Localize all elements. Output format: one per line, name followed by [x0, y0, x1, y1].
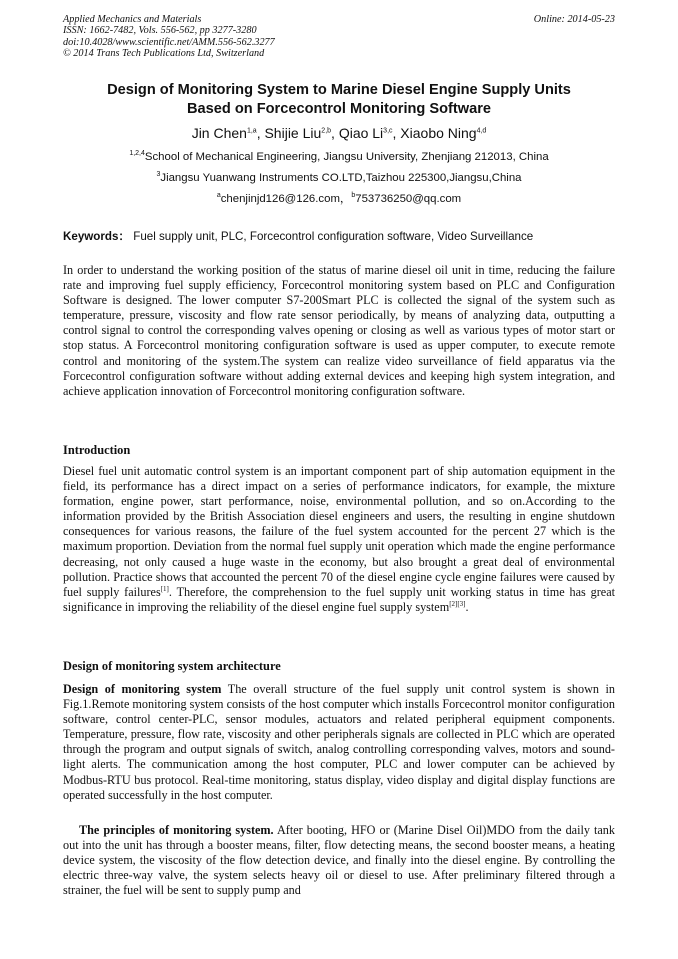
affiliation-sup: 1,2,4: [129, 150, 145, 158]
author-sup: 4,d: [476, 127, 487, 135]
affiliation-2: [63, 171, 615, 185]
keywords-text: Fuel supply unit, PLC, Forcecontrol configuration software, Video Surveillance: [130, 230, 534, 243]
intro-text-1: Diesel fuel unit automatic control system is an important component part of ship automation equipment in the field, its performance has a direct impact on a series of performance indicators, for example, the mixture formation, engine power, start performance, noise, environmental pollution, and so on.According to the information provided by the British Association diesel engineers and users, the resulting in engine shutdown consequences for various reasons, the failure of the fuel system accounted for the percent 27 which is the maximum proportion. Deviation from the normal fuel supply unit operation which made the engine performance decreasing, not only caused a huge waste in the economy, but also brought a great deal of environmental pollution. Practice shows that accounted the percent 70 of the diesel engine cycle engine failures were caused by fuel supply failures: [63, 464, 615, 599]
title-line-2: Based on Forcecontrol Monitoring Software: [186, 100, 492, 117]
email-b: 753736250@qq.com: [355, 193, 462, 205]
architecture-paragraph-2: [63, 823, 615, 898]
copyright-line: © 2014 Trans Tech Publications Ltd, Switzerland: [63, 48, 265, 60]
introduction-paragraph: [63, 464, 615, 615]
architecture-paragraph-1: [63, 682, 615, 803]
keywords-label: Keywords：: [63, 230, 131, 243]
intro-text-3: .: [465, 599, 469, 614]
online-date: Online: 2014-05-23: [533, 14, 615, 25]
author-sup: 2,b: [321, 127, 332, 135]
journal-name: Applied Mechanics and Materials: [63, 14, 202, 25]
keywords: [63, 230, 615, 244]
author-list: [63, 124, 615, 142]
affiliation-sup: 3: [156, 171, 161, 179]
author-sep: ,: [256, 125, 265, 141]
doi-line: doi:10.4028/www.scientific.net/AMM.556-562.3277: [63, 36, 275, 48]
paragraph-text: After booting, HFO or (Marine Disel Oil)MDO from the daily tank out into the unit has through a booster means, filter, flow detecting means, the second booster means, a heating device system, the viscosity of the flow detection device, and finally into the diesel engine. By controlling the electric three-way valve, the system selects heavy oil or diesel to use. After preliminary filtered through a strainer, the fuel will be sent to supply pump and: [63, 823, 615, 898]
email-line: [63, 192, 615, 206]
author-name: Qiao Li: [338, 125, 384, 141]
author-name: Shijie Liu: [264, 125, 322, 141]
citation-ref[interactable]: [1]: [160, 584, 169, 593]
section-heading-architecture: Design of monitoring system architecture: [63, 659, 281, 673]
issn-line: ISSN: 1662-7482, Vols. 556-562, pp 3277-3280: [63, 25, 257, 37]
paper-title: [63, 81, 615, 118]
runin-heading: Design of monitoring system: [63, 682, 222, 696]
paragraph-text: The overall structure of the fuel supply unit control system is shown in Fig.1.Remote monitoring system consists of the host computer which installs Forcecontrol monitor configuration software, control center-PLC, sensor modules, actuators and related peripheral equipment components. Temperature, pressure, flow rate, viscosity and other peripherals signals are collected in PLC which are operated through the program and output signals of switch, analog controlling corresponding valves, motors and sound-light alerts. The communication among the host computer, PLC and lower computer can be achieved by Modbus-RTU bus protocol. Real-time monitoring, status display, video display and digital display functions are operated successfully in the host computer.: [63, 682, 616, 802]
abstract-paragraph: In order to understand the working position of the status of marine diesel oil unit in time, reducing the failure rate and improving fuel supply efficiency, Forcecontrol monitoring system based on PLC and Configuration Software is designed. The lower computer S7-200Smart PLC is collected the signal of the system such as temperature, pressure, viscosity and flow rate sensor periodically, by means of analyzing data, outputting a control signal to control the corresponding valves opening or closing as well as various types of motor start or stop status. A Forcecontrol monitoring configuration software is used as upper computer, to execute remote control and monitoring of the system.The system can realize video surveillance of field apparatus via the Forcecontrol configuration software without adding external devices and keeping high system integration, and achieve application innovation of Forcecontrol monitoring configuration software.: [63, 263, 615, 398]
author-sup: 1,a: [246, 127, 257, 135]
citation-ref[interactable]: [2][3]: [449, 599, 466, 608]
intro-text-2: . Therefore, the comprehension to the fuel supply unit working status in time has great significance in improving the reliability of the diesel engine fuel supply system: [63, 584, 616, 614]
affiliation-text: Jiangsu Yuanwang Instruments CO.LTD,Taizhou 225300,Jiangsu,China: [160, 172, 522, 184]
author-sep: ,: [392, 125, 401, 141]
affiliation-1: [63, 150, 615, 164]
runin-heading: The principles of monitoring system.: [79, 823, 274, 837]
email-a: chenjinjd126@126.com，: [220, 193, 352, 205]
affiliation-text: School of Mechanical Engineering, Jiangsu University, Zhenjiang 212013, China: [144, 151, 549, 163]
author-name: Xiaobo Ning: [400, 125, 477, 141]
section-heading-introduction: Introduction: [63, 443, 131, 457]
author-sep: ,: [331, 125, 339, 141]
author-sup: 3,c: [383, 127, 393, 135]
email-sup: b: [351, 192, 356, 200]
title-line-1: Design of Monitoring System to Marine Diesel Engine Supply Units: [107, 82, 571, 98]
email-sup: a: [216, 192, 221, 200]
journal-header: [63, 14, 615, 60]
author-name: Jin Chen: [191, 125, 247, 141]
